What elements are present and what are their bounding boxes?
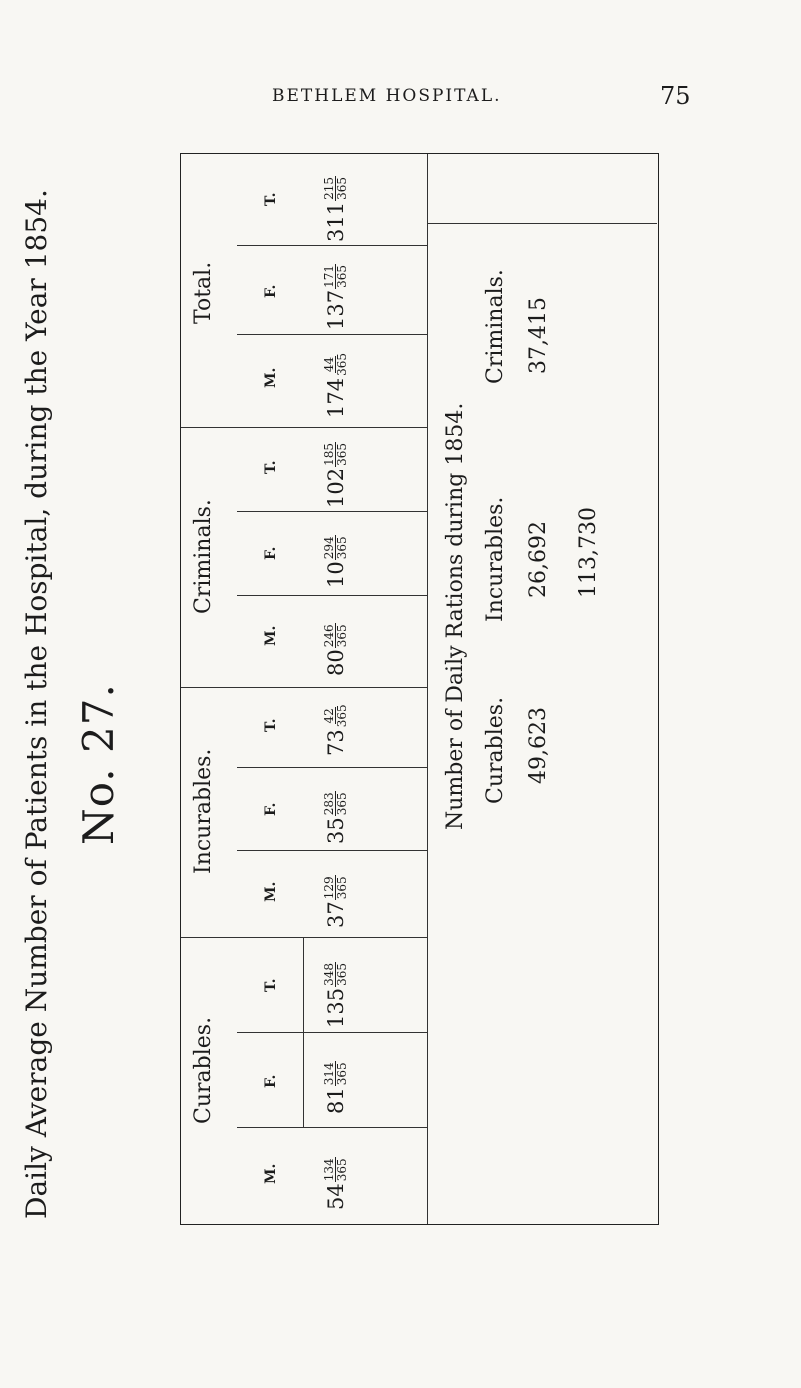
sub-label-total-f: F. [263, 284, 279, 298]
value-curables-t: 135 348 365 [322, 963, 349, 1028]
rotated-table-page [20, 25, 720, 1225]
sub-label-total-t: T. [263, 192, 279, 206]
group-label-incurables: Incurables. [191, 748, 216, 874]
column-divider [237, 245, 427, 246]
column-divider [237, 334, 427, 335]
sub-label-criminals-t: T. [263, 460, 279, 474]
rations-value-incurables: 26,692 [526, 521, 551, 598]
sub-label-criminals-f: F. [263, 546, 279, 560]
sub-label-incurables-f: F. [263, 802, 279, 816]
page-number: 75 [660, 82, 691, 110]
rations-title: Number of Daily Rations during 1854. [443, 402, 468, 830]
value-curables-f: 81 314 365 [322, 1062, 349, 1114]
value-criminals-m: 80 246 365 [322, 624, 349, 676]
group-divider [181, 687, 427, 688]
sub-label-total-m: M. [263, 367, 279, 388]
column-divider [237, 511, 427, 512]
group-label-total: Total. [191, 261, 216, 324]
sub-label-curables-t: T. [263, 978, 279, 992]
sub-label-curables-f: F. [263, 1074, 279, 1088]
column-divider [237, 850, 427, 851]
header-rule [303, 938, 304, 1128]
value-total-t: 311 215 365 [322, 177, 349, 242]
group-divider [181, 427, 427, 428]
column-divider [237, 767, 427, 768]
value-criminals-f: 10 294 365 [322, 536, 349, 588]
rations-value-curables: 49,623 [526, 707, 551, 784]
sub-label-criminals-m: M. [263, 625, 279, 646]
group-label-criminals: Criminals. [191, 499, 216, 614]
value-incurables-t: 73 42 365 [322, 704, 349, 756]
table-number: No. 27. [74, 683, 123, 845]
rations-value-criminals: 37,415 [526, 297, 551, 374]
table-title: Daily Average Number of Patients in the Hospital, during the Year 1854. [20, 189, 53, 1219]
sub-label-curables-m: M. [263, 1163, 279, 1184]
group-divider [181, 937, 427, 938]
value-total-m: 174 44 365 [322, 353, 349, 418]
column-divider [237, 1032, 427, 1033]
sub-label-incurables-t: T. [263, 718, 279, 732]
sub-label-incurables-m: M. [263, 881, 279, 902]
value-incurables-f: 35 283 365 [322, 792, 349, 844]
value-total-f: 137 171 365 [322, 265, 349, 330]
column-divider [237, 595, 427, 596]
table-divider [427, 154, 428, 1224]
value-curables-m: 54 134 365 [322, 1158, 349, 1210]
rations-label-incurables: Incurables. [483, 496, 508, 622]
rations-total: 113,730 [576, 507, 601, 598]
patients-table [180, 153, 659, 1225]
group-label-curables: Curables. [191, 1016, 216, 1124]
value-incurables-m: 37 129 365 [322, 876, 349, 928]
running-title: BETHLEM HOSPITAL. [272, 86, 502, 106]
rations-right-rule [427, 223, 657, 224]
rations-label-curables: Curables. [483, 696, 508, 804]
rations-label-criminals: Criminals. [483, 269, 508, 384]
column-divider [237, 1127, 427, 1128]
value-criminals-t: 102 185 365 [322, 443, 349, 508]
